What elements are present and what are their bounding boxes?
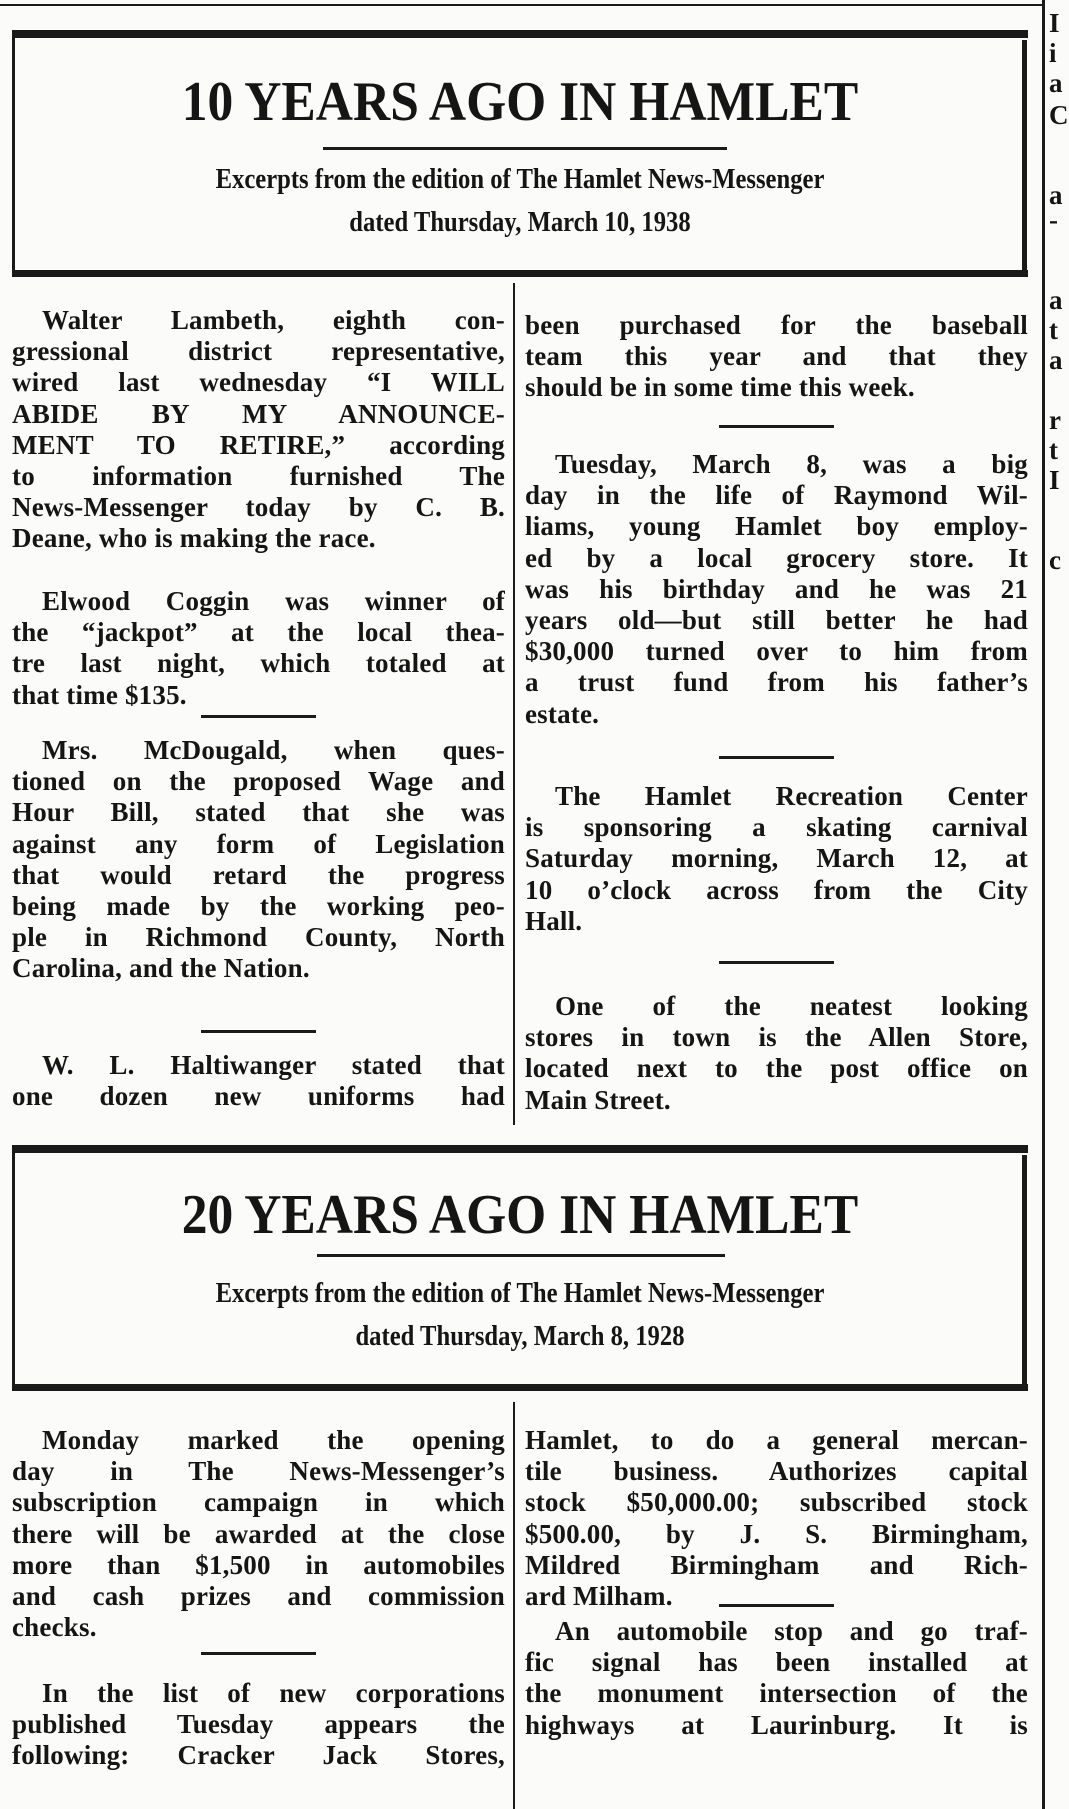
article-paragraph [525,1616,1028,1741]
adjacent-column-fragment: c [1049,545,1061,575]
text-line: years old—but still better he had [525,604,1028,635]
article-paragraph [12,1678,505,1772]
text-line: wired last wednesday “I WILL [12,367,505,398]
text-line: day in The News-Messenger’s [12,1456,505,1487]
text-line: An automobile stop and go traf- [555,1616,1028,1646]
text-line: subscription campaign in which [12,1487,505,1518]
section-title: 20 YEARS AGO IN HAMLET [181,1184,859,1246]
text-line: Monday marked the opening [42,1425,505,1455]
text-line: 10 o’clock across from the City [525,874,1028,905]
text-line: gressional district representative, [12,336,505,367]
text-line: that time $135. [12,679,187,710]
text-line: In the list of new corporations [42,1678,505,1708]
subtitle-line-1: Excerpts from the edition of The Hamlet News-Messenger [215,164,825,195]
text-line: and cash prizes and commission [12,1580,505,1611]
text-line: Mildred Birmingham and Rich- [525,1549,1028,1580]
text-line: against any form of Legislation [12,828,505,859]
text-line: stock $50,000.00; subscribed stock [525,1487,1028,1518]
adjacent-column-fragment: t [1049,315,1058,345]
left-column [12,0,505,1809]
subtitle-line-2: dated Thursday, March 10, 1938 [349,207,691,238]
text-line: $500.00, by J. S. Birmingham, [525,1518,1028,1549]
text-line: to information furnished The [12,460,505,491]
text-line: ple in Richmond County, North [12,922,505,953]
text-line: $30,000 turned over to him from [525,636,1028,667]
text-line: Saturday morning, March 12, at [525,843,1028,874]
adjacent-column-fragment: a [1049,68,1063,98]
column-divider [513,1402,515,1809]
adjacent-column-fragment: i [1049,38,1057,68]
text-line: The Hamlet Recreation Center [555,781,1028,811]
section-title: 10 YEARS AGO IN HAMLET [181,71,859,133]
text-line: Main Street. [525,1084,671,1115]
article-paragraph [525,1425,1028,1612]
text-line: that would retard the progress [12,859,505,890]
text-line: MENT TO RETIRE,” according [12,429,505,460]
text-line: Elwood Coggin was winner of [42,586,505,616]
text-line: stores in town is the Allen Store, [525,1022,1028,1053]
text-line: team this year and that they [525,341,1028,372]
text-line: located next to the post office on [525,1053,1028,1084]
text-line: following: Cracker Jack Stores, [12,1740,505,1771]
item-separator [719,1604,834,1607]
item-separator [201,1652,316,1655]
text-line: day in the life of Raymond Wil- [525,480,1028,511]
adjacent-column-fragment: a [1049,180,1063,210]
text-line: was his birthday and he was 21 [525,573,1028,604]
text-line: tioned on the proposed Wage and [12,766,505,797]
adjacent-column-fragment: a [1049,285,1063,315]
text-line: Hall. [525,905,583,936]
text-line: is sponsoring a skating carnival [525,812,1028,843]
text-line: highways at Laurinburg. It is [525,1709,1028,1740]
column-divider [513,283,515,1125]
text-line: ABIDE BY MY ANNOUNCE- [12,398,505,429]
subtitle-line-1: Excerpts from the edition of The Hamlet News-Messenger [215,1278,825,1309]
text-line: should be in some time this week. [525,372,915,403]
text-line: being made by the working peo- [12,890,505,921]
text-line: News-Messenger today by C. B. [12,492,505,523]
text-line: been purchased for the baseball [525,310,1028,340]
subtitle-line-2: dated Thursday, March 8, 1928 [355,1321,685,1352]
adjacent-column-fragment: - [1049,205,1058,235]
adjacent-column-fragment: I [1049,8,1060,38]
text-line: fic signal has been installed at [525,1647,1028,1678]
text-line: ed by a local grocery store. It [525,542,1028,573]
text-line: a trust fund from his father’s [525,667,1028,698]
right-column [525,0,1028,1809]
text-line: the monument intersection of the [525,1678,1028,1709]
text-line: Tuesday, March 8, was a big [555,449,1028,479]
adjacent-column-fragment: r [1049,405,1061,435]
text-line: Walter Lambeth, eighth con- [42,305,505,335]
text-line: One of the neatest looking [555,991,1028,1021]
text-line: the “jackpot” at the local thea- [12,617,505,648]
adjacent-column-fragment: C [1049,100,1069,130]
text-line: published Tuesday appears the [12,1709,505,1740]
right-column-rule [1042,0,1045,1809]
text-line: there will be awarded at the close [12,1518,505,1549]
article-paragraph [12,1425,505,1643]
text-line: more than $1,500 in automobiles [12,1549,505,1580]
text-line: liams, young Hamlet boy employ- [525,511,1028,542]
text-line: estate. [525,698,600,729]
text-line: Hour Bill, stated that she was [12,797,505,828]
text-line: Deane, who is making the race. [12,523,376,554]
text-line: tre last night, which totaled at [12,648,505,679]
text-line: Mrs. McDougald, when ques- [42,735,505,765]
adjacent-column-fragment: I [1049,465,1060,495]
text-line: W. L. Haltiwanger stated that [42,1050,505,1080]
text-line: ard Milham. [525,1580,673,1611]
text-line: Hamlet, to do a general mercan- [525,1425,1028,1455]
text-line: tile business. Authorizes capital [525,1456,1028,1487]
text-line: Carolina, and the Nation. [12,953,310,984]
text-line: checks. [12,1612,97,1643]
adjacent-column-fragment: a [1049,345,1063,375]
text-line: one dozen new uniforms had [12,1081,505,1112]
adjacent-column-fragment: t [1049,435,1058,465]
